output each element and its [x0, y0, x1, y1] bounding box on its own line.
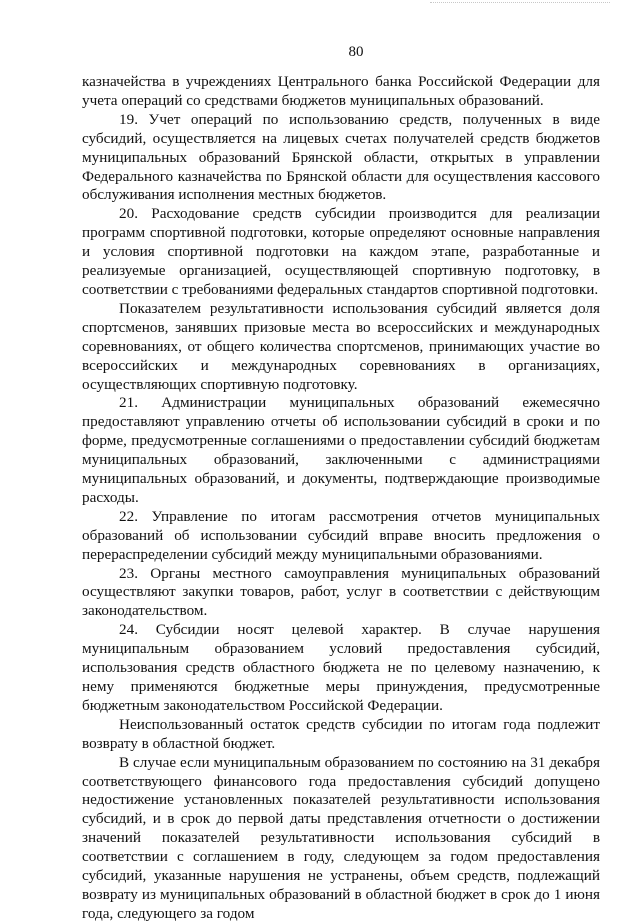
paragraph-20: 20. Расходование средств субсидии производится для реализации программ спортивной подготовки, которые определяют основные направления и условия спортивной подготовки на каждом этапе, разработанные и реализуемые организацией, осуществляющей спортивную подготовку, в соответствии с требованиями федеральных стандартов спортивной подготовки. [82, 205, 600, 298]
document-body [82, 73, 600, 924]
paragraph-24: 24. Субсидии носят целевой характер. В случае нарушения муниципальным образованием условий предоставления субсидий, использования средств областного бюджета не по целевому назначению, к нему применяются бюджетные меры принуждения, предусмотренные бюджетным законодательством Российской Федерации. [82, 621, 600, 714]
paragraph-refund-conditions: В случае если муниципальным образованием по состоянию на 31 декабря соответствующего финансового года предоставления субсидий допущено недостижение установленных показателей результативности использования субсидий, и в срок до первой даты представления отчетности о достижении значений показателей результативности использования субсидий в соответствии с соглашением в году, следующем за годом предоставления субсидий, указанные нарушения не устранены, объем средств, подлежащий возврату из муниципальных образований в областной бюджет в срок до 1 июня года, следующего за годом [82, 753, 600, 922]
paragraph-22: 22. Управление по итогам рассмотрения отчетов муниципальных образований об использовании субсидий вправе вносить предложения о перераспределении субсидий между муниципальными образованиями. [82, 507, 600, 563]
page-number: 80 [348, 44, 364, 60]
scan-artifact [430, 2, 610, 7]
paragraph-23: 23. Органы местного самоуправления муниципальных образований осуществляют закупки товаров, работ, услуг в соответствии с действующим законодательством. [82, 564, 600, 620]
paragraph-unused-balance: Неиспользованный остаток средств субсидии по итогам года подлежит возврату в областной бюджет. [82, 715, 600, 752]
paragraph-19: 19. Учет операций по использованию средств, полученных в виде субсидий, осуществляется на лицевых счетах получателей средств бюджетов муниципальных образований Брянской области, открытых в управлении Федерального казначейства по Брянской области для осуществления кассового обслуживания исполнения местных бюджетов. [82, 110, 600, 204]
paragraph-21: 21. Администрации муниципальных образований ежемесячно предоставляют управлению отчеты об использовании субсидий в сроки и по форме, предусмотренные соглашениями о предоставлении субсидий бюджетам муниципальных образований, заключенными с администрациями муниципальных образований, и документы, подтверждающие производимые расходы. [82, 394, 600, 506]
paragraph-performance-indicator: Показателем результативности использования субсидий является доля спортсменов, занявших призовые места во всероссийских и международных соревнованиях, от общего количества спортсменов, принимающих участие во всероссийских и международных соревнованиях в организациях, осуществляющих спортивную подготовку. [82, 299, 600, 393]
paragraph-continuation: казначейства в учреждениях Центрального банка Российской Федерации для учета операций со средствами бюджетов муниципальных образований. [82, 73, 600, 109]
